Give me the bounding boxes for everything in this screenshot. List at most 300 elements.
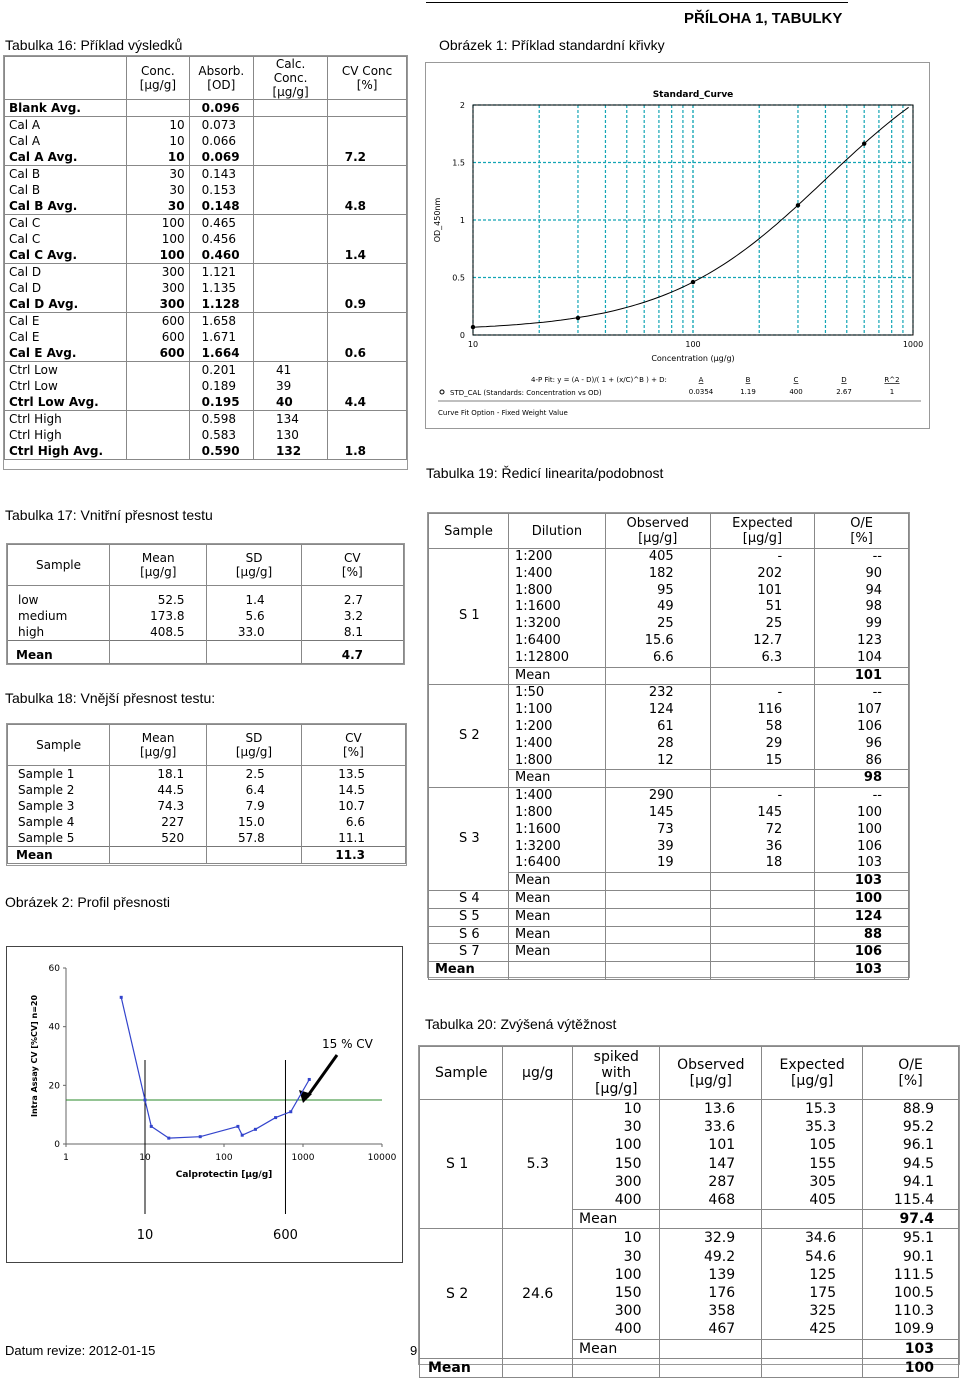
table-row bbox=[420, 1229, 959, 1248]
table-cell: 18 bbox=[710, 855, 815, 872]
mean-value: 11.3 bbox=[301, 847, 405, 864]
table-cell: 104 bbox=[815, 650, 909, 667]
mean-value: 4.7 bbox=[301, 641, 403, 664]
table-cell: 300 bbox=[573, 1302, 660, 1320]
table-cell: 405 bbox=[605, 549, 710, 566]
mean-value: 88 bbox=[815, 926, 909, 944]
x-tick-label: 10 bbox=[467, 340, 479, 349]
table-cell: 1:800 bbox=[508, 583, 605, 600]
column-header: Calc. Conc. [μg/g] bbox=[254, 57, 328, 100]
table17 bbox=[6, 543, 405, 665]
table-cell: 100 bbox=[127, 231, 190, 247]
mean-label: Mean bbox=[508, 944, 605, 962]
table-cell bbox=[328, 231, 407, 247]
mean-label: Mean bbox=[508, 667, 605, 685]
table-cell: 1:6400 bbox=[508, 633, 605, 650]
base-value: 5.3 bbox=[503, 1100, 573, 1229]
column-header: Mean [μg/g] bbox=[110, 725, 207, 766]
cv-data-point bbox=[167, 1137, 170, 1140]
table-row bbox=[5, 264, 407, 281]
table18 bbox=[6, 723, 407, 866]
table-cell: 2.5 bbox=[207, 766, 302, 783]
table-cell: 173.8 bbox=[110, 608, 207, 624]
table-cell: 123 bbox=[815, 633, 909, 650]
table-cell: 49.2 bbox=[660, 1248, 762, 1266]
table-cell: 10 bbox=[573, 1229, 660, 1248]
table-cell: 29 bbox=[710, 736, 815, 753]
cv-data-point bbox=[308, 1078, 311, 1081]
table-cell: 300 bbox=[127, 280, 190, 296]
table-row bbox=[8, 766, 406, 783]
sample-label: S 6 bbox=[429, 926, 509, 944]
y-tick-label: 60 bbox=[48, 964, 60, 974]
table-cell: 14.5 bbox=[301, 782, 405, 798]
table-cell: 96 bbox=[815, 736, 909, 753]
table-cell: 100 bbox=[815, 805, 909, 822]
column-header: CV [%] bbox=[301, 545, 403, 586]
table-cell: Blank Avg. bbox=[5, 100, 127, 117]
table-cell: 33.6 bbox=[660, 1118, 762, 1136]
mean-value: 101 bbox=[815, 667, 909, 685]
table-cell: 290 bbox=[605, 788, 710, 805]
table-cell: 15.3 bbox=[762, 1100, 863, 1119]
fit-param-value: 2.67 bbox=[836, 388, 852, 396]
table-cell: 0.598 bbox=[189, 411, 253, 428]
table-cell: 600 bbox=[127, 345, 190, 362]
table-cell: 124 bbox=[605, 702, 710, 719]
column-header: Conc. [μg/g] bbox=[127, 57, 190, 100]
column-header: spiked with [μg/g] bbox=[573, 1047, 660, 1100]
table-cell: 176 bbox=[660, 1284, 762, 1302]
table-cell: 1.4 bbox=[207, 586, 301, 609]
table-cell bbox=[254, 149, 328, 166]
table-cell: 1:1600 bbox=[508, 599, 605, 616]
table-cell: 0.153 bbox=[189, 182, 253, 198]
x-axis-label: Concentration (μg/g) bbox=[651, 354, 735, 363]
table-cell: 0.096 bbox=[189, 100, 253, 117]
table-cell: 10 bbox=[127, 117, 190, 134]
mean-value: 106 bbox=[815, 944, 909, 962]
table-cell: 520 bbox=[110, 830, 207, 847]
mean-value: 124 bbox=[815, 908, 909, 926]
table-cell: 94.1 bbox=[863, 1173, 959, 1191]
table-cell: 130 bbox=[254, 427, 328, 443]
table-cell bbox=[328, 427, 407, 443]
mean-value: 97.4 bbox=[863, 1210, 959, 1229]
data-point bbox=[796, 203, 800, 207]
table-cell: Cal E bbox=[5, 313, 127, 330]
table-cell: Cal D Avg. bbox=[5, 296, 127, 313]
fit-param-value: 0.0354 bbox=[688, 388, 714, 396]
single-mean-row bbox=[429, 890, 909, 908]
table-cell: 30 bbox=[573, 1248, 660, 1266]
table-cell bbox=[328, 166, 407, 183]
table-cell: Cal D bbox=[5, 264, 127, 281]
table-cell: 52.5 bbox=[110, 586, 207, 609]
table-row bbox=[429, 788, 909, 805]
table-cell bbox=[127, 378, 190, 394]
table-cell: 1.128 bbox=[189, 296, 253, 313]
mean-empty bbox=[710, 944, 815, 962]
table-cell: 125 bbox=[762, 1266, 863, 1284]
table-cell: 467 bbox=[660, 1320, 762, 1339]
table-cell: 405 bbox=[762, 1191, 863, 1210]
fit-param-name: A bbox=[698, 376, 704, 384]
table-cell: 12.7 bbox=[710, 633, 815, 650]
sample-label: S 7 bbox=[429, 944, 509, 962]
mean-empty bbox=[710, 926, 815, 944]
mean-label: Mean bbox=[508, 908, 605, 926]
mean-label: Mean bbox=[508, 873, 605, 891]
table-cell: 150 bbox=[573, 1155, 660, 1173]
table-header-row bbox=[429, 514, 909, 549]
table-cell: 5.6 bbox=[207, 608, 301, 624]
data-point bbox=[471, 325, 475, 329]
column-header: Sample bbox=[8, 545, 110, 586]
table-row bbox=[8, 624, 404, 641]
base-value: 24.6 bbox=[503, 1229, 573, 1358]
mean-empty bbox=[710, 890, 815, 908]
table-cell: 25 bbox=[710, 616, 815, 633]
table-cell: 10.7 bbox=[301, 798, 405, 814]
table-cell: 100.5 bbox=[863, 1284, 959, 1302]
x-tick-label: 1 bbox=[63, 1153, 69, 1163]
table-cell bbox=[254, 100, 328, 117]
table-row bbox=[8, 586, 404, 609]
column-header: Absorb. [OD] bbox=[189, 57, 253, 100]
table-cell: 57.8 bbox=[207, 830, 302, 847]
mean-empty bbox=[762, 1339, 863, 1358]
x-tick-label: 10 bbox=[139, 1153, 151, 1163]
table-cell: 1:3200 bbox=[508, 616, 605, 633]
mean-value: 103 bbox=[815, 962, 909, 980]
table-cell: Ctrl Low bbox=[5, 362, 127, 379]
table-cell: 96.1 bbox=[863, 1136, 959, 1154]
table-cell bbox=[254, 133, 328, 149]
legend-marker bbox=[440, 390, 444, 394]
table-row bbox=[5, 166, 407, 183]
table-cell: 155 bbox=[762, 1155, 863, 1173]
table-cell: 51 bbox=[710, 599, 815, 616]
column-header: Expected [μg/g] bbox=[762, 1047, 863, 1100]
table-cell: 74.3 bbox=[110, 798, 207, 814]
table-cell: 28 bbox=[605, 736, 710, 753]
table-row bbox=[8, 798, 406, 814]
mean-label: Mean bbox=[508, 926, 605, 944]
table-cell: 88.9 bbox=[863, 1100, 959, 1119]
column-header: SD [μg/g] bbox=[207, 725, 302, 766]
table-cell: 0.201 bbox=[189, 362, 253, 379]
table-cell: 39 bbox=[254, 378, 328, 394]
table19 bbox=[427, 512, 910, 978]
table16 bbox=[3, 55, 408, 470]
table17-grid bbox=[7, 544, 404, 664]
sample-label: S 3 bbox=[429, 788, 509, 891]
column-header: CV Conc [%] bbox=[328, 57, 407, 100]
table-cell: 1.4 bbox=[328, 247, 407, 264]
table-row bbox=[5, 117, 407, 134]
figure1-caption: Obrázek 1: Příklad standardní křivky bbox=[439, 37, 665, 53]
table16-grid bbox=[4, 56, 407, 460]
table-row bbox=[8, 782, 406, 798]
table-cell bbox=[127, 362, 190, 379]
table-cell: 1:50 bbox=[508, 685, 605, 702]
table-cell: 408.5 bbox=[110, 624, 207, 641]
table-cell: 116 bbox=[710, 702, 815, 719]
table-cell: 106 bbox=[815, 719, 909, 736]
table-cell: Cal C Avg. bbox=[5, 247, 127, 264]
table-row bbox=[5, 149, 407, 166]
column-header: Dilution bbox=[508, 514, 605, 549]
chart-title: Standard_Curve bbox=[652, 90, 734, 100]
table-cell: Cal E bbox=[5, 329, 127, 345]
table-cell: high bbox=[8, 624, 110, 641]
table-cell: 32.9 bbox=[660, 1229, 762, 1248]
cv-data-point bbox=[144, 1099, 147, 1102]
figure1-chart-frame bbox=[425, 62, 930, 429]
table-cell bbox=[127, 100, 190, 117]
table-cell: Sample 4 bbox=[8, 814, 110, 830]
table-cell: 6.4 bbox=[207, 782, 302, 798]
x-tick-label: 1000 bbox=[902, 340, 924, 349]
mean-label: Mean bbox=[8, 641, 110, 664]
table-cell: 41 bbox=[254, 362, 328, 379]
table-cell bbox=[254, 182, 328, 198]
table-cell bbox=[254, 296, 328, 313]
table-cell: 0.189 bbox=[189, 378, 253, 394]
table-cell bbox=[254, 198, 328, 215]
y-tick-label: 1.5 bbox=[452, 158, 465, 168]
curve-fit-note: Curve Fit Option - Fixed Weight Value bbox=[438, 409, 568, 417]
table-cell: 100 bbox=[815, 822, 909, 839]
mean-empty bbox=[207, 641, 301, 664]
mean-empty bbox=[660, 1339, 762, 1358]
table-cell bbox=[127, 427, 190, 443]
table-cell: 19 bbox=[605, 855, 710, 872]
table-cell: 1:200 bbox=[508, 549, 605, 566]
table-cell: 147 bbox=[660, 1155, 762, 1173]
table-cell: 100 bbox=[573, 1266, 660, 1284]
mean-label: Mean bbox=[429, 962, 509, 980]
table-cell: 134 bbox=[254, 411, 328, 428]
mean-empty bbox=[605, 962, 710, 980]
table-cell: 25 bbox=[605, 616, 710, 633]
y-tick-label: 40 bbox=[48, 1022, 60, 1033]
appendix-title: PŘÍLOHA 1, TABULKY bbox=[684, 10, 843, 27]
mean-empty bbox=[605, 944, 710, 962]
x-tick-label: 10000 bbox=[367, 1153, 397, 1163]
table-cell: 0.583 bbox=[189, 427, 253, 443]
table-cell: Cal B bbox=[5, 182, 127, 198]
table-cell: Cal C bbox=[5, 231, 127, 247]
table-cell: 0.073 bbox=[189, 117, 253, 134]
table-cell: 0.456 bbox=[189, 231, 253, 247]
table-cell: Cal B bbox=[5, 166, 127, 183]
table-cell bbox=[127, 394, 190, 411]
sample-label: S 2 bbox=[420, 1229, 503, 1358]
table20 bbox=[418, 1045, 960, 1376]
table-cell: 425 bbox=[762, 1320, 863, 1339]
table16-caption: Tabulka 16: Příklad výsledků bbox=[5, 37, 183, 53]
table-cell bbox=[328, 215, 407, 232]
y-tick-label: 0 bbox=[54, 1140, 60, 1150]
table-cell: 1:12800 bbox=[508, 650, 605, 667]
table-cell: 10 bbox=[127, 149, 190, 166]
table-cell bbox=[254, 231, 328, 247]
table-row bbox=[429, 685, 909, 702]
table-cell: 4.8 bbox=[328, 198, 407, 215]
table-cell: 54.6 bbox=[762, 1248, 863, 1266]
table-cell: 99 bbox=[815, 616, 909, 633]
mean-empty bbox=[605, 890, 710, 908]
column-header: Sample bbox=[420, 1047, 503, 1100]
overall-mean-row bbox=[420, 1358, 959, 1377]
table-row bbox=[429, 549, 909, 566]
column-header: Sample bbox=[429, 514, 509, 549]
table-cell bbox=[254, 313, 328, 330]
table-cell bbox=[254, 166, 328, 183]
table-cell: 100 bbox=[127, 247, 190, 264]
table-cell bbox=[328, 133, 407, 149]
table-cell: 287 bbox=[660, 1173, 762, 1191]
table-cell bbox=[127, 443, 190, 460]
y-axis-label: Intra Assay CV [%CV] n=20 bbox=[30, 994, 39, 1118]
table-row bbox=[5, 231, 407, 247]
y-tick-label: 1 bbox=[459, 216, 465, 225]
cv-series-line bbox=[121, 997, 309, 1138]
table-cell: 12 bbox=[605, 753, 710, 770]
table-cell: 1:800 bbox=[508, 753, 605, 770]
table-cell bbox=[328, 313, 407, 330]
table-cell: 600 bbox=[127, 313, 190, 330]
table-cell: 1:100 bbox=[508, 702, 605, 719]
table19-caption: Tabulka 19: Ředicí linearita/podobnost bbox=[426, 465, 664, 481]
table-cell: 175 bbox=[762, 1284, 863, 1302]
table-cell: 101 bbox=[710, 583, 815, 600]
table-cell: 36 bbox=[710, 839, 815, 856]
mean-empty bbox=[207, 847, 302, 864]
table-cell: 600 bbox=[127, 329, 190, 345]
table-cell: 358 bbox=[660, 1302, 762, 1320]
column-header: O/E [%] bbox=[815, 514, 909, 549]
table-cell: 400 bbox=[573, 1191, 660, 1210]
x-tick-label: 100 bbox=[685, 340, 701, 349]
table-cell: 30 bbox=[127, 166, 190, 183]
table-cell: 30 bbox=[127, 182, 190, 198]
table-cell: 90 bbox=[815, 566, 909, 583]
table-cell: 49 bbox=[605, 599, 710, 616]
table-cell: 30 bbox=[127, 198, 190, 215]
table-cell: 0.195 bbox=[189, 394, 253, 411]
table-cell bbox=[254, 264, 328, 281]
cv-data-point bbox=[236, 1125, 239, 1128]
table-cell: 8.1 bbox=[301, 624, 403, 641]
table-row bbox=[5, 362, 407, 379]
table19-grid bbox=[428, 513, 909, 980]
table-cell: Sample 2 bbox=[8, 782, 110, 798]
table-row bbox=[5, 247, 407, 264]
table20-caption: Tabulka 20: Zvýšená výtěžnost bbox=[425, 1016, 617, 1032]
table18-grid bbox=[7, 724, 406, 864]
column-header: O/E [%] bbox=[863, 1047, 959, 1100]
table-cell: 98 bbox=[815, 599, 909, 616]
mean-empty bbox=[710, 908, 815, 926]
table-header-row bbox=[5, 57, 407, 100]
table-cell: Cal C bbox=[5, 215, 127, 232]
table-cell bbox=[254, 247, 328, 264]
table-row bbox=[5, 394, 407, 411]
table-cell: 145 bbox=[710, 805, 815, 822]
table-cell: Sample 3 bbox=[8, 798, 110, 814]
data-point bbox=[691, 280, 695, 284]
overall-mean-row bbox=[429, 962, 909, 980]
table-cell: Cal A bbox=[5, 133, 127, 149]
column-header bbox=[5, 57, 127, 100]
table-row bbox=[5, 443, 407, 460]
table-cell: 110.3 bbox=[863, 1302, 959, 1320]
table-cell: 86 bbox=[815, 753, 909, 770]
mean-empty bbox=[660, 1210, 762, 1229]
table-cell: 33.0 bbox=[207, 624, 301, 641]
fit-param-name: C bbox=[793, 376, 799, 384]
threshold-arrow bbox=[307, 1055, 337, 1097]
table-cell: Cal E Avg. bbox=[5, 345, 127, 362]
table-cell: 305 bbox=[762, 1173, 863, 1191]
table-cell: 44.5 bbox=[110, 782, 207, 798]
table-cell bbox=[328, 378, 407, 394]
table-cell: 6.3 bbox=[710, 650, 815, 667]
table-cell bbox=[328, 411, 407, 428]
table-cell: Ctrl High bbox=[5, 411, 127, 428]
table-cell: 0.066 bbox=[189, 133, 253, 149]
column-header: CV [%] bbox=[301, 725, 405, 766]
table-cell: 300 bbox=[573, 1173, 660, 1191]
table18-caption: Tabulka 18: Vnější přesnost testu: bbox=[5, 690, 216, 706]
mean-empty bbox=[605, 667, 710, 685]
table-cell: 325 bbox=[762, 1302, 863, 1320]
fit-param-value: 1 bbox=[889, 388, 895, 396]
table-row bbox=[5, 313, 407, 330]
mean-value: 100 bbox=[815, 890, 909, 908]
mean-label: Mean bbox=[573, 1210, 660, 1229]
mean-value: 98 bbox=[815, 770, 909, 788]
table-cell: 94.5 bbox=[863, 1155, 959, 1173]
table-cell: 1.121 bbox=[189, 264, 253, 281]
table-cell: 72 bbox=[710, 822, 815, 839]
mean-label: Mean bbox=[508, 770, 605, 788]
single-mean-row bbox=[429, 944, 909, 962]
table-cell: 1:6400 bbox=[508, 855, 605, 872]
table-cell bbox=[254, 215, 328, 232]
table-cell: Sample 1 bbox=[8, 766, 110, 783]
table-cell: Sample 5 bbox=[8, 830, 110, 847]
mean-empty bbox=[503, 1358, 573, 1377]
table-cell: 227 bbox=[110, 814, 207, 830]
legend-series-name: STD_CAL (Standards: Concentration vs OD) bbox=[450, 389, 602, 397]
table-cell: 0.6 bbox=[328, 345, 407, 362]
fit-curve bbox=[473, 107, 909, 327]
table-cell: 300 bbox=[127, 296, 190, 313]
table-row bbox=[5, 411, 407, 428]
mean-row bbox=[8, 641, 404, 664]
table-cell: 0.590 bbox=[189, 443, 253, 460]
table-cell: 0.9 bbox=[328, 296, 407, 313]
marker-label: 10 bbox=[136, 1228, 154, 1243]
table-row bbox=[5, 345, 407, 362]
table-cell: 3.2 bbox=[301, 608, 403, 624]
fit-param-name: B bbox=[745, 376, 751, 384]
table-cell: -- bbox=[815, 549, 909, 566]
